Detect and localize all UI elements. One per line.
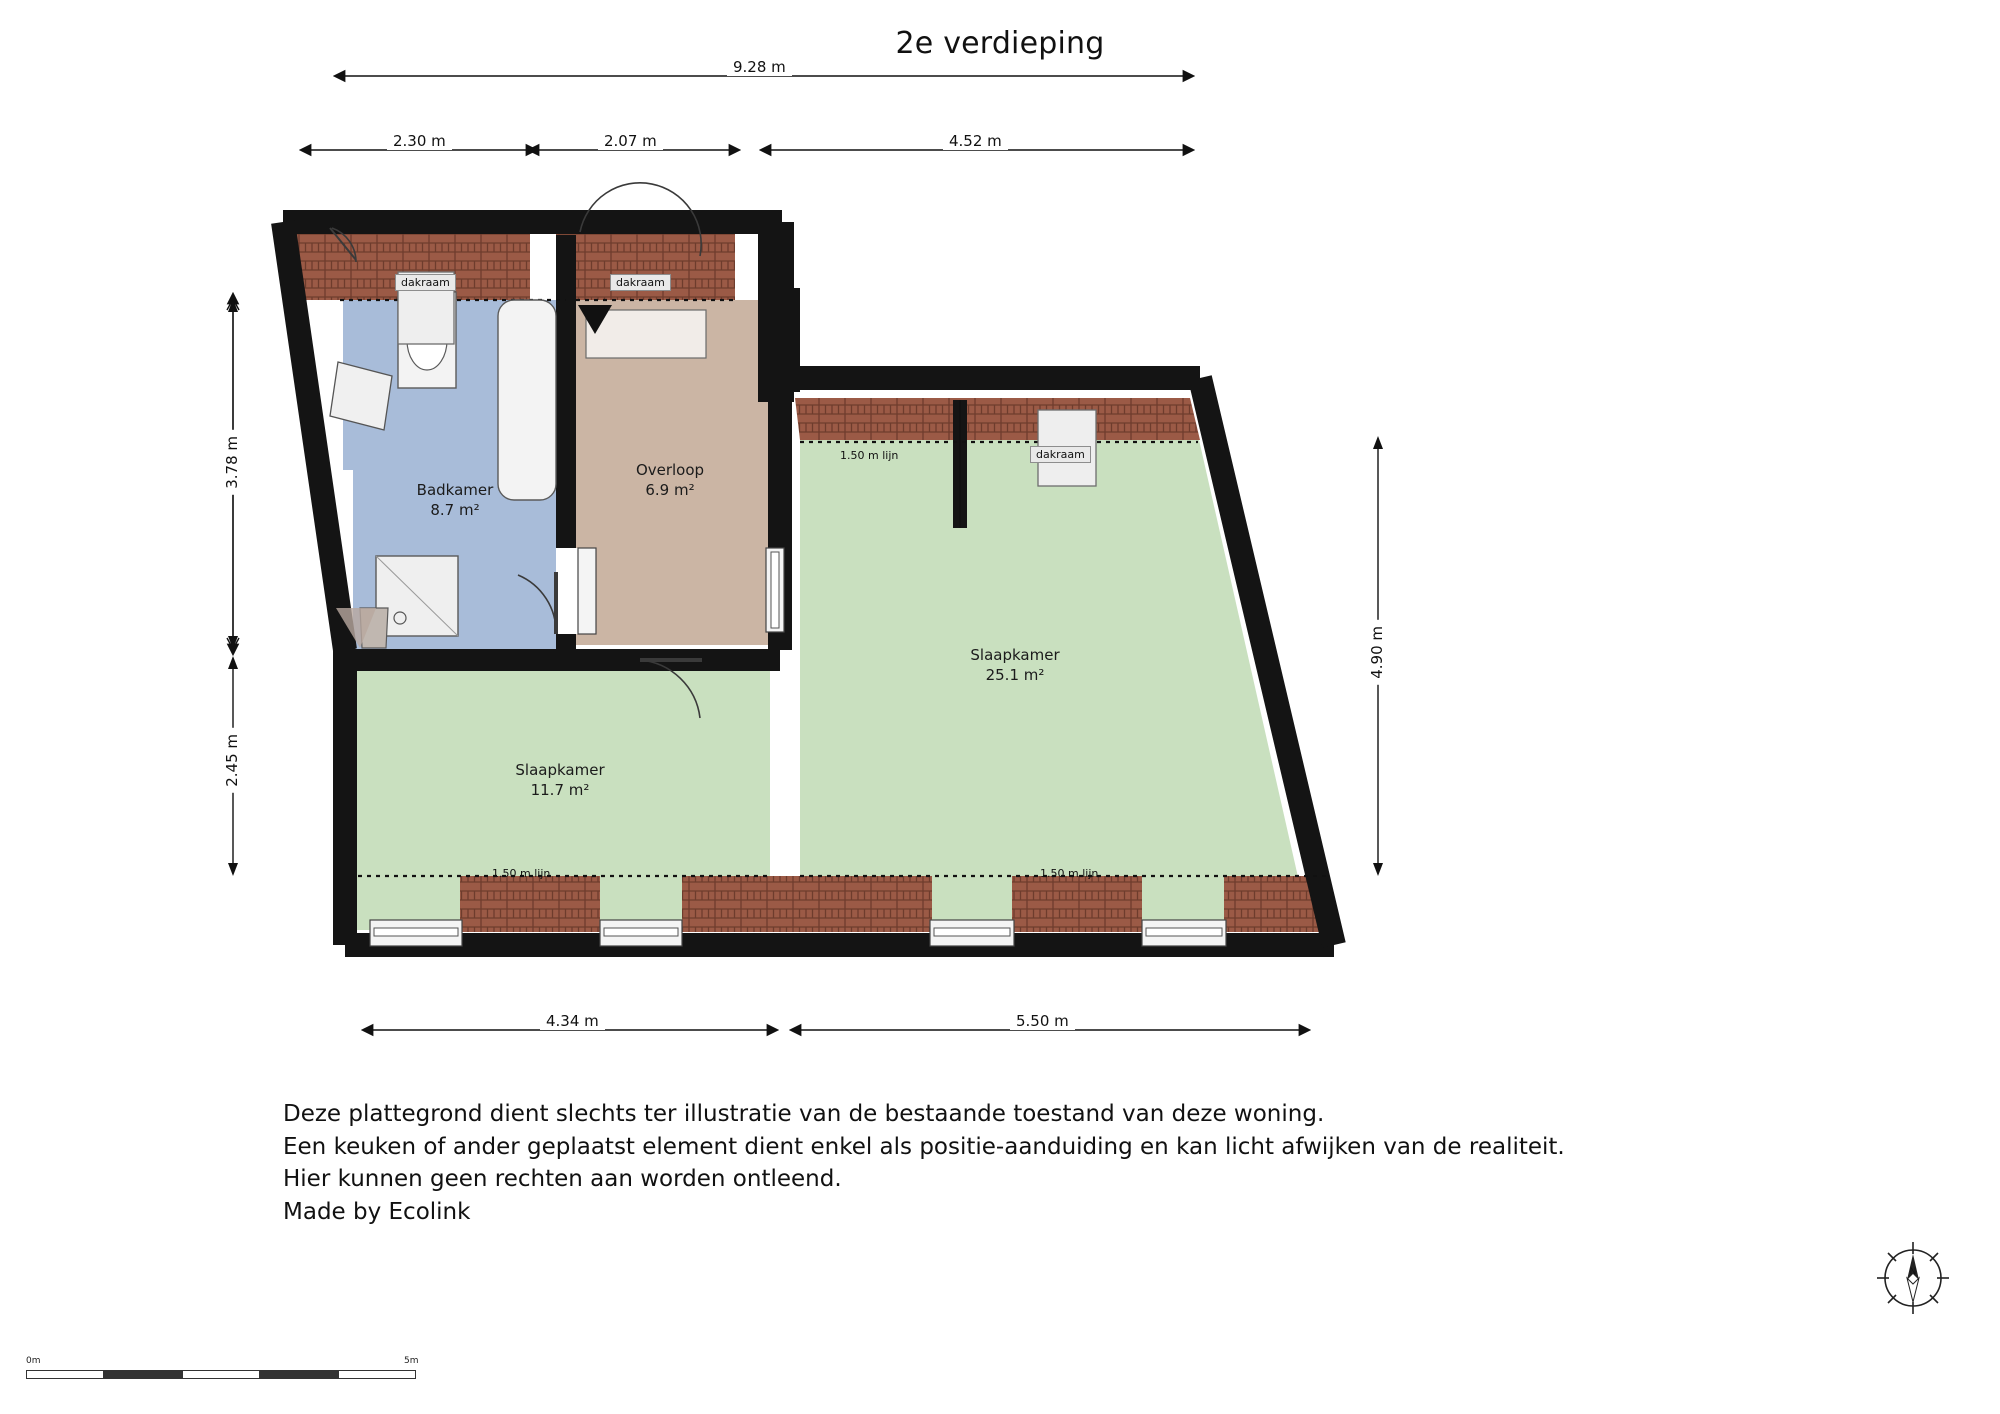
room-label-slaapkamer-klein: Slaapkamer 11.7 m² <box>515 761 605 800</box>
scale-end-label: 5m <box>404 1356 419 1366</box>
compass-north-label: N <box>1909 1267 1917 1277</box>
dim-top-seg-1: 2.30 m <box>387 132 452 150</box>
height-line-label-1: 1.50 m lijn <box>840 449 899 462</box>
dim-top-overall: 9.28 m <box>727 58 792 76</box>
disclaimer-line-4: Made by Ecolink <box>283 1198 471 1225</box>
skylight-label-2: dakraam <box>610 274 671 291</box>
disclaimer-line-1: Deze plattegrond dient slechts ter illustratie van de bestaande toestand van deze woning. <box>283 1101 1325 1127</box>
dim-top-seg-2: 2.07 m <box>598 132 663 150</box>
dim-left-upper: 3.78 m <box>223 430 241 495</box>
scale-start-label: 0m <box>26 1356 41 1366</box>
dim-top-seg-3: 4.52 m <box>943 132 1008 150</box>
room-label-badkamer: Badkamer 8.7 m² <box>416 481 494 520</box>
skylight-label-3: dakraam <box>1030 446 1091 463</box>
disclaimer-line-3: Hier kunnen geen rechten aan worden ontleend. <box>283 1166 842 1193</box>
height-line-label-2: 1.50 m lijn <box>492 867 551 880</box>
room-label-overloop: Overloop 6.9 m² <box>635 461 705 500</box>
page-title: 2e verdieping <box>895 26 1105 61</box>
compass-rose <box>1875 1240 1951 1316</box>
room-label-slaapkamer-groot: Slaapkamer 25.1 m² <box>970 646 1060 685</box>
skylight-label-1: dakraam <box>395 274 456 291</box>
dim-right: 4.90 m <box>1368 620 1386 685</box>
dim-left-lower: 2.45 m <box>223 728 241 793</box>
dim-bottom-seg-1: 4.34 m <box>540 1012 605 1030</box>
disclaimer <box>283 1098 1565 1229</box>
height-line-label-3: 1.50 m lijn <box>1040 867 1099 880</box>
disclaimer-line-2: Een keuken of ander geplaatst element dient enkel als positie-aanduiding en kan licht afwijken van de realiteit. <box>283 1133 1565 1160</box>
dim-bottom-seg-2: 5.50 m <box>1010 1012 1075 1030</box>
